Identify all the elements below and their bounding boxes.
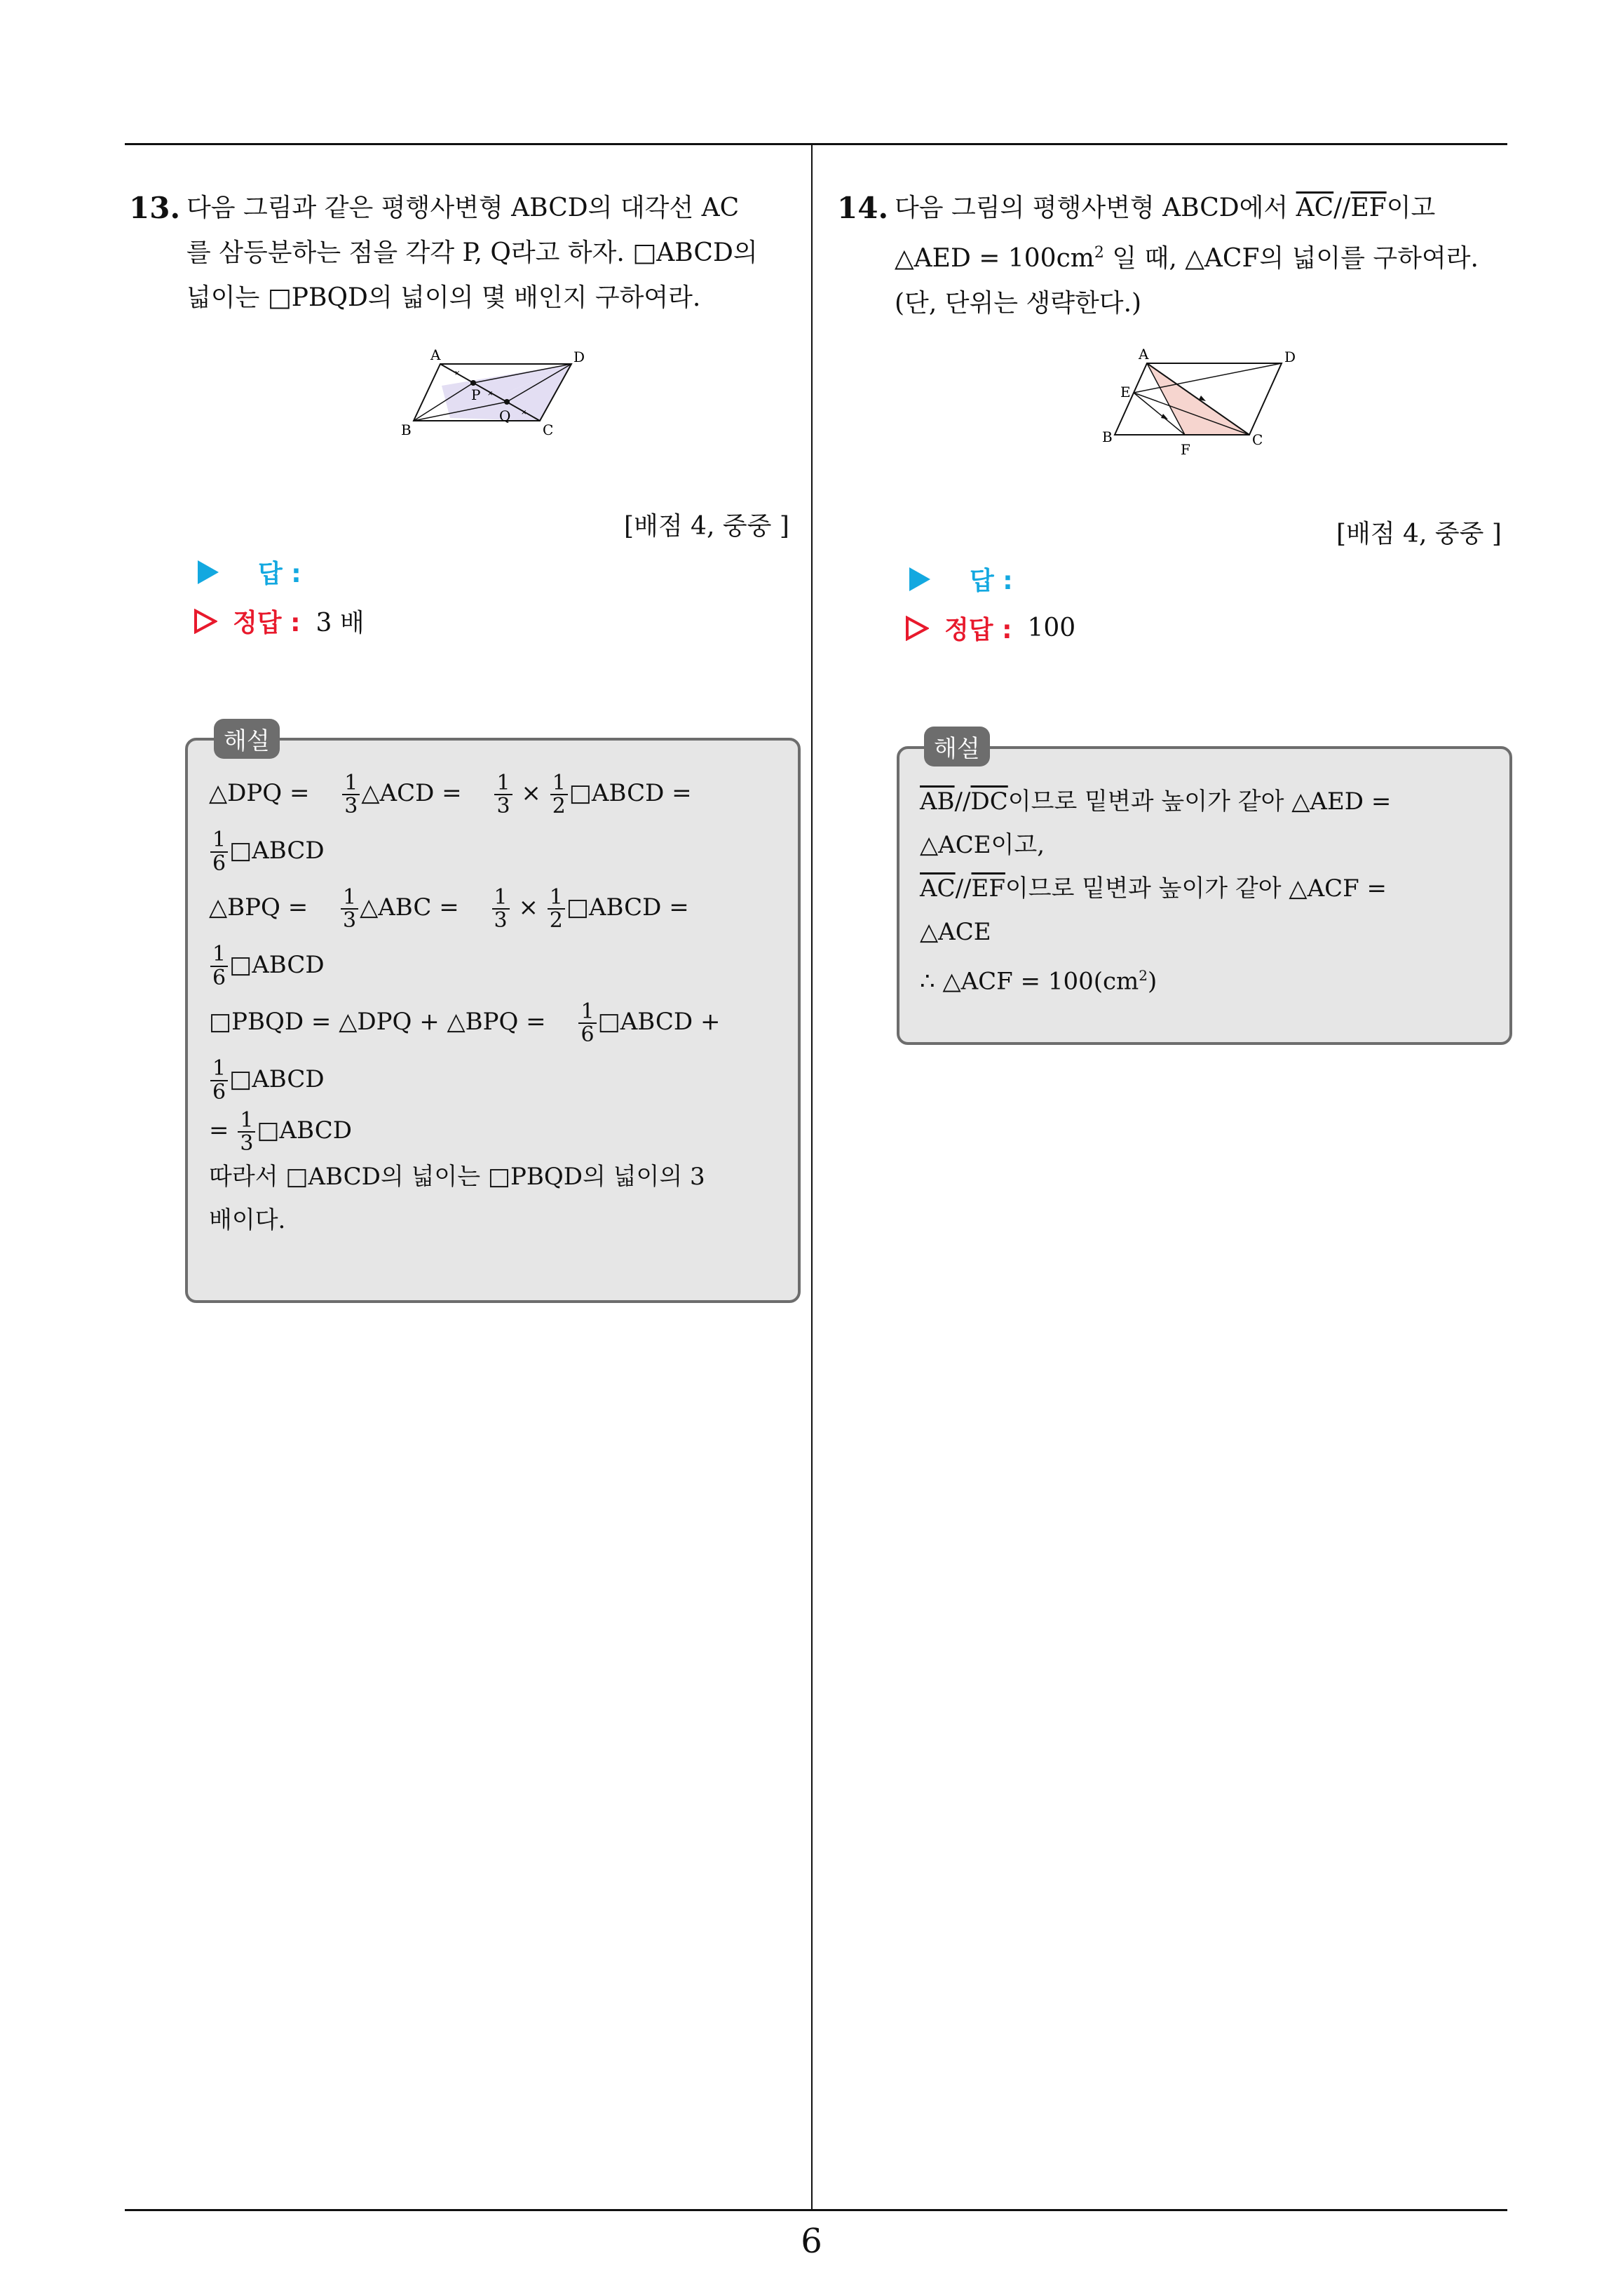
problem-number: 14. bbox=[837, 191, 889, 225]
parallel-arrow bbox=[1161, 414, 1168, 419]
label-a: A bbox=[1139, 346, 1149, 363]
point-p bbox=[470, 380, 476, 386]
question-line: 다음 그림과 같은 평행사변형 ABCD의 대각선 AC bbox=[186, 194, 740, 222]
triangle-outline-icon bbox=[193, 609, 217, 634]
fraction: $\frac{1}{6}$ bbox=[578, 1001, 596, 1046]
solution-line: 따라서 □ABCD의 넓이는 □PBQD의 넓이의 3 bbox=[209, 1162, 705, 1191]
bottom-rule bbox=[125, 2209, 1507, 2211]
label-d: D bbox=[573, 349, 585, 365]
solution-line: ∴ △ACF = $100(cm^2)$ bbox=[920, 967, 1157, 996]
question-line: (단, 단위는 생략한다.) bbox=[895, 289, 1142, 318]
label-b: B bbox=[1102, 428, 1113, 445]
solution-line: $\frac{1}{6}$ □ABCD bbox=[209, 829, 784, 875]
solution-line: △ACE bbox=[920, 918, 991, 946]
fraction: $\frac{1}{3}$ bbox=[238, 1109, 255, 1155]
correct-value: 100 bbox=[1027, 614, 1076, 642]
column-divider bbox=[811, 143, 813, 2210]
problem-13-question bbox=[129, 186, 802, 320]
solution-line: = $\frac{1}{3}$ □ABCD bbox=[209, 1107, 352, 1156]
solution-body-13 bbox=[209, 771, 784, 1242]
top-rule bbox=[125, 143, 1507, 145]
question-line: 넓이는 □PBQD의 넓이의 몇 배인지 구하여라. bbox=[186, 283, 701, 312]
parallelogram-figure-13 bbox=[393, 342, 603, 461]
fraction: $\frac{1}{2}$ bbox=[548, 886, 565, 932]
play-icon bbox=[198, 560, 219, 584]
problem-14 bbox=[837, 186, 1510, 326]
answer-label: 답 : bbox=[258, 560, 301, 588]
solution-body-14 bbox=[920, 780, 1495, 1003]
answer-line-13 bbox=[198, 554, 301, 590]
solution-line: 배이다. bbox=[209, 1206, 286, 1234]
fraction: $\frac{1}{6}$ bbox=[210, 829, 228, 874]
label-q: Q bbox=[499, 407, 511, 424]
tick-mark: × bbox=[454, 370, 461, 377]
triangle-outline-icon bbox=[905, 616, 929, 641]
problem-13 bbox=[129, 186, 802, 320]
label-c: C bbox=[1252, 431, 1263, 448]
question-line: 다음 그림의 평행사변형 ABCD에서 $\overline{AC}//\overline{EF}$이고 bbox=[895, 194, 1436, 222]
problem-14-question bbox=[837, 186, 1510, 326]
score-13: [배점 4, 중중 ] bbox=[624, 512, 789, 541]
answer-line-14 bbox=[909, 561, 1013, 597]
solution-line: △ACE이고, bbox=[920, 831, 1045, 859]
correct-line-14 bbox=[905, 610, 1075, 646]
correct-value: 3 배 bbox=[315, 609, 365, 637]
label-a: A bbox=[430, 346, 441, 363]
question-line: 를 삼등분하는 점을 각각 P, Q라고 하자. □ABCD의 bbox=[186, 238, 758, 267]
fraction: $\frac{1}{6}$ bbox=[210, 943, 228, 989]
fraction: $\frac{1}{6}$ bbox=[210, 1058, 228, 1103]
label-p: P bbox=[471, 386, 481, 403]
fraction: $\frac{1}{3}$ bbox=[341, 886, 358, 932]
correct-label: 정답 : bbox=[944, 616, 1012, 644]
answer-label: 답 : bbox=[970, 567, 1013, 595]
solution-line: △DPQ = $\frac{1}{3}$ △ACD = $\frac{1}{3}$ × $\frac{1}{2}$ □ABCD = bbox=[209, 770, 692, 818]
correct-line-13 bbox=[193, 603, 365, 639]
label-f: F bbox=[1181, 441, 1190, 458]
fraction: $\frac{1}{3}$ bbox=[342, 772, 360, 818]
solution-line: $\overline{AC}//\overline{EF}$이므로 밑변과 높이가 같아 △ACF = bbox=[920, 874, 1387, 903]
solution-line: $\frac{1}{6}$ □ABCD bbox=[209, 1058, 784, 1104]
solution-line: △BPQ = $\frac{1}{3}$ △ABC = $\frac{1}{3}$ × $\frac{1}{2}$ □ABCD = bbox=[209, 884, 689, 933]
problem-number: 13. bbox=[129, 191, 181, 225]
label-c: C bbox=[543, 421, 554, 438]
label-b: B bbox=[401, 421, 412, 438]
solution-tab-14: 해설 bbox=[924, 727, 990, 767]
score-14: [배점 4, 중중 ] bbox=[1336, 520, 1502, 548]
fraction: $\frac{1}{3}$ bbox=[492, 886, 510, 932]
solution-line: $\overline{AB}//\overline{DC}$이므로 밑변과 높이가 같아 △AED = bbox=[920, 788, 1392, 816]
tick-mark: × bbox=[487, 390, 494, 398]
solution-line: $\frac{1}{6}$ □ABCD bbox=[209, 943, 784, 990]
label-d: D bbox=[1284, 349, 1296, 365]
question-line: △AED = $100cm^2$ 일 때, △ACF의 넓이를 구하여라. bbox=[895, 244, 1479, 273]
correct-label: 정답 : bbox=[233, 609, 301, 637]
fraction: $\frac{1}{2}$ bbox=[550, 772, 568, 818]
fraction: $\frac{1}{3}$ bbox=[494, 772, 512, 818]
point-q bbox=[504, 399, 510, 405]
label-e: E bbox=[1120, 384, 1131, 400]
play-icon bbox=[909, 567, 930, 591]
tick-mark: × bbox=[521, 409, 527, 417]
parallelogram-figure-14 bbox=[1101, 344, 1311, 470]
page-number: 6 bbox=[801, 2222, 822, 2261]
solution-line: □PBQD = △DPQ + △BPQ = $\frac{1}{6}$ □ABCD + bbox=[209, 999, 721, 1047]
solution-tab-13: 해설 bbox=[214, 719, 280, 759]
